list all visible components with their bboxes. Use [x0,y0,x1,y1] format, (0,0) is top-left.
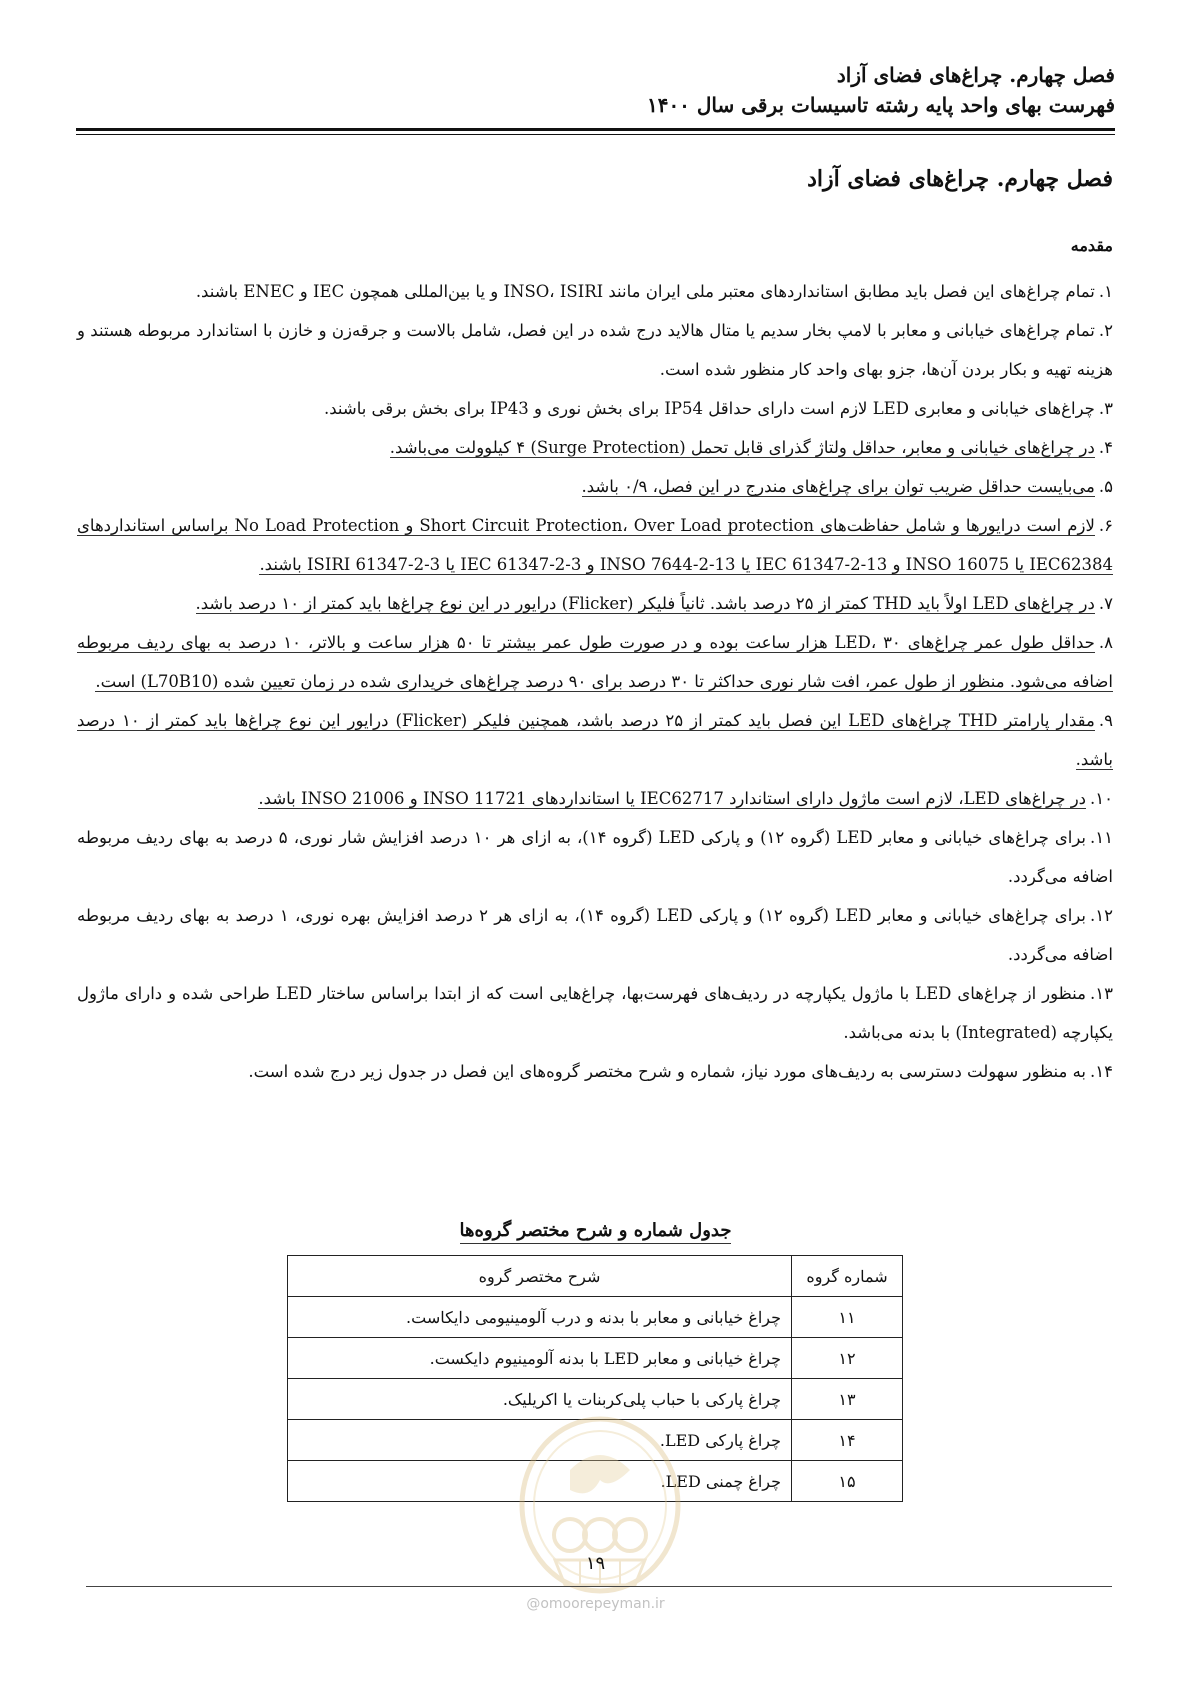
group-description-cell: چراغ خیابانی و معابر با بدنه و درب آلومینیومی دایکاست. [288,1297,792,1338]
watermark-seal-icon [510,1410,690,1620]
item-text: لازم است درایورها و شامل حفاظت‌های Short Circuit Protection، Over Load protection و No Load Protection براساس استانداردهای IEC62384 یا INSO 16075 و IEC 61347-2-13 یا INSO 7644-2-13 و IEC 61347-2-3 یا ISIRI 61347-2-3 باشند. [77,516,1113,574]
header-chapter-title: فصل چهارم. چراغ‌های فضای آزاد [836,63,1115,87]
item-text: مقدار پارامتر THD چراغ‌های LED این فصل باید کمتر از ۲۵ درصد باشد، همچنین فلیکر (Flicker) درایور این نوع چراغ‌ها باید کمتر از ۱۰ درصد باشد. [77,711,1113,769]
group-description-cell: چراغ پارکی LED. [288,1420,792,1461]
item-number: ۲. [1098,321,1113,340]
header-divider-thin [76,134,1115,135]
item-number: ۶. [1098,516,1113,535]
page-number: ۱۹ [585,1553,606,1574]
item-number: ۸. [1098,633,1113,652]
table-row [288,1297,903,1338]
group-number-cell: ۱۳ [792,1379,903,1420]
group-number-cell: ۱۴ [792,1420,903,1461]
item-number: ۱. [1098,282,1113,301]
intro-list [77,272,1113,1091]
item-number: ۱۱. [1090,828,1114,847]
header-divider-thick [76,128,1115,131]
table-title-text: جدول شماره و شرح مختصر گروه‌ها [460,1220,732,1244]
footer-divider [86,1586,1112,1587]
list-item [77,584,1113,623]
item-number: ۱۰. [1090,789,1113,808]
list-item [77,1052,1113,1091]
list-item [77,272,1113,311]
group-description-cell: چراغ چمنی LED. [288,1461,792,1502]
item-text: منظور از چراغ‌های LED با ماژول یکپارچه در ردیف‌های فهرست‌بها، چراغ‌هایی است که از ابتدا براساس ساختار LED طراحی شده و دارای ماژول یکپارچه (Integrated) با بدنه می‌باشد. [77,984,1113,1042]
item-number: ۱۴. [1090,1062,1113,1081]
item-text: در چراغ‌های LED اولاً باید THD کمتر از ۲۵ درصد باشد. ثانیاً فلیکر (Flicker) درایور در این نوع چراغ‌ها باید کمتر از ۱۰ درصد باشد. [195,594,1095,613]
item-number: ۷. [1098,594,1113,613]
item-text: می‌بایست حداقل ضریب توان برای چراغ‌های مندرج در این فصل، ۰/۹ باشد. [581,477,1095,496]
group-number-cell: ۱۵ [792,1461,903,1502]
list-item [77,623,1113,701]
group-number-cell: ۱۱ [792,1297,903,1338]
list-item [77,974,1113,1052]
column-header-group-description: شرح مختصر گروه [288,1256,792,1297]
table-row [288,1338,903,1379]
item-number: ۱۳. [1090,984,1113,1003]
item-text: تمام چراغ‌های این فصل باید مطابق استانداردهای معتبر ملی ایران مانند INSO، ISIRI و یا بین‌المللی همچون IEC و ENEC باشند. [195,282,1095,301]
header-document-title: فهرست بهای واحد پایه رشته تاسیسات برقی سال ۱۴۰۰ [646,93,1115,117]
watermark-url: @omoorepeyman.ir [526,1596,665,1612]
group-description-cell: چراغ پارکی با حباب پلی‌کربنات یا اکریلیک. [288,1379,792,1420]
chapter-title: فصل چهارم. چراغ‌های فضای آزاد [807,166,1113,192]
item-text: برای چراغ‌های خیابانی و معابر LED (گروه ۱۲) و پارکی LED (گروه ۱۴)، به ازای هر ۲ درصد افزایش بهره نوری، ۱ درصد به بهای ردیف مربوطه اضافه می‌گردد. [77,906,1113,964]
list-item [77,389,1113,428]
list-item [77,896,1113,974]
list-item [77,467,1113,506]
item-text: تمام چراغ‌های خیابانی و معابر با لامپ بخار سدیم یا متال هالاید درج شده در این فصل، شامل بالاست و جرقه‌زن و خازن با استاندارد مربوطه هستند و هزینه تهیه و بکار بردن آن‌ها، جزو بهای واحد کار منظور شده است. [77,321,1113,379]
item-text: در چراغ‌های LED، لازم است ماژول دارای استاندارد IEC62717 یا استانداردهای INSO 11721 و INSO 21006 باشد. [258,789,1087,808]
table-header-row [288,1256,903,1297]
list-item [77,701,1113,779]
list-item [77,779,1113,818]
list-item [77,311,1113,389]
list-item [77,428,1113,467]
item-number: ۵. [1098,477,1113,496]
table-title [0,1220,1191,1241]
item-number: ۳. [1098,399,1113,418]
item-text: به منظور سهولت دسترسی به ردیف‌های مورد نیاز، شماره و شرح مختصر گروه‌های این فصل در جدول زیر درج شده است. [248,1062,1087,1081]
item-number: ۹. [1098,711,1113,730]
item-text: چراغ‌های خیابانی و معابری LED لازم است دارای حداقل IP54 برای بخش نوری و IP43 برای بخش برقی باشند. [323,399,1095,418]
item-number: ۱۲. [1090,906,1113,925]
running-header [75,60,1115,120]
group-number-cell: ۱۲ [792,1338,903,1379]
item-text: برای چراغ‌های خیابانی و معابر LED (گروه ۱۲) و پارکی LED (گروه ۱۴)، به ازای هر ۱۰ درصد افزایش شار نوری، ۵ درصد به بهای ردیف مربوطه اضافه می‌گردد. [77,828,1113,886]
item-number: ۴. [1098,438,1113,457]
group-description-cell: چراغ خیابانی و معابر LED با بدنه آلومینیوم دایکست. [288,1338,792,1379]
item-text: حداقل طول عمر چراغ‌های LED، ۳۰ هزار ساعت بوده و در صورت طول عمر بیشتر تا ۵۰ هزار ساعت و بالاتر، ۱۰ درصد به بهای ردیف مربوطه اضافه می‌شود. منظور از طول عمر، افت شار نوری حداکثر تا ۳۰ درصد برای ۹۰ درصد چراغ‌های خریداری شده در زمان تعیین شده (L70B10) است. [77,633,1113,691]
list-item [77,506,1113,584]
column-header-group-number: شماره گروه [792,1256,903,1297]
item-text: در چراغ‌های خیابانی و معابر، حداقل ولتاژ گذرای قابل تحمل (Surge Protection) ۴ کیلوولت می‌باشد. [389,438,1095,457]
intro-heading: مقدمه [1070,236,1113,255]
list-item [77,818,1113,896]
